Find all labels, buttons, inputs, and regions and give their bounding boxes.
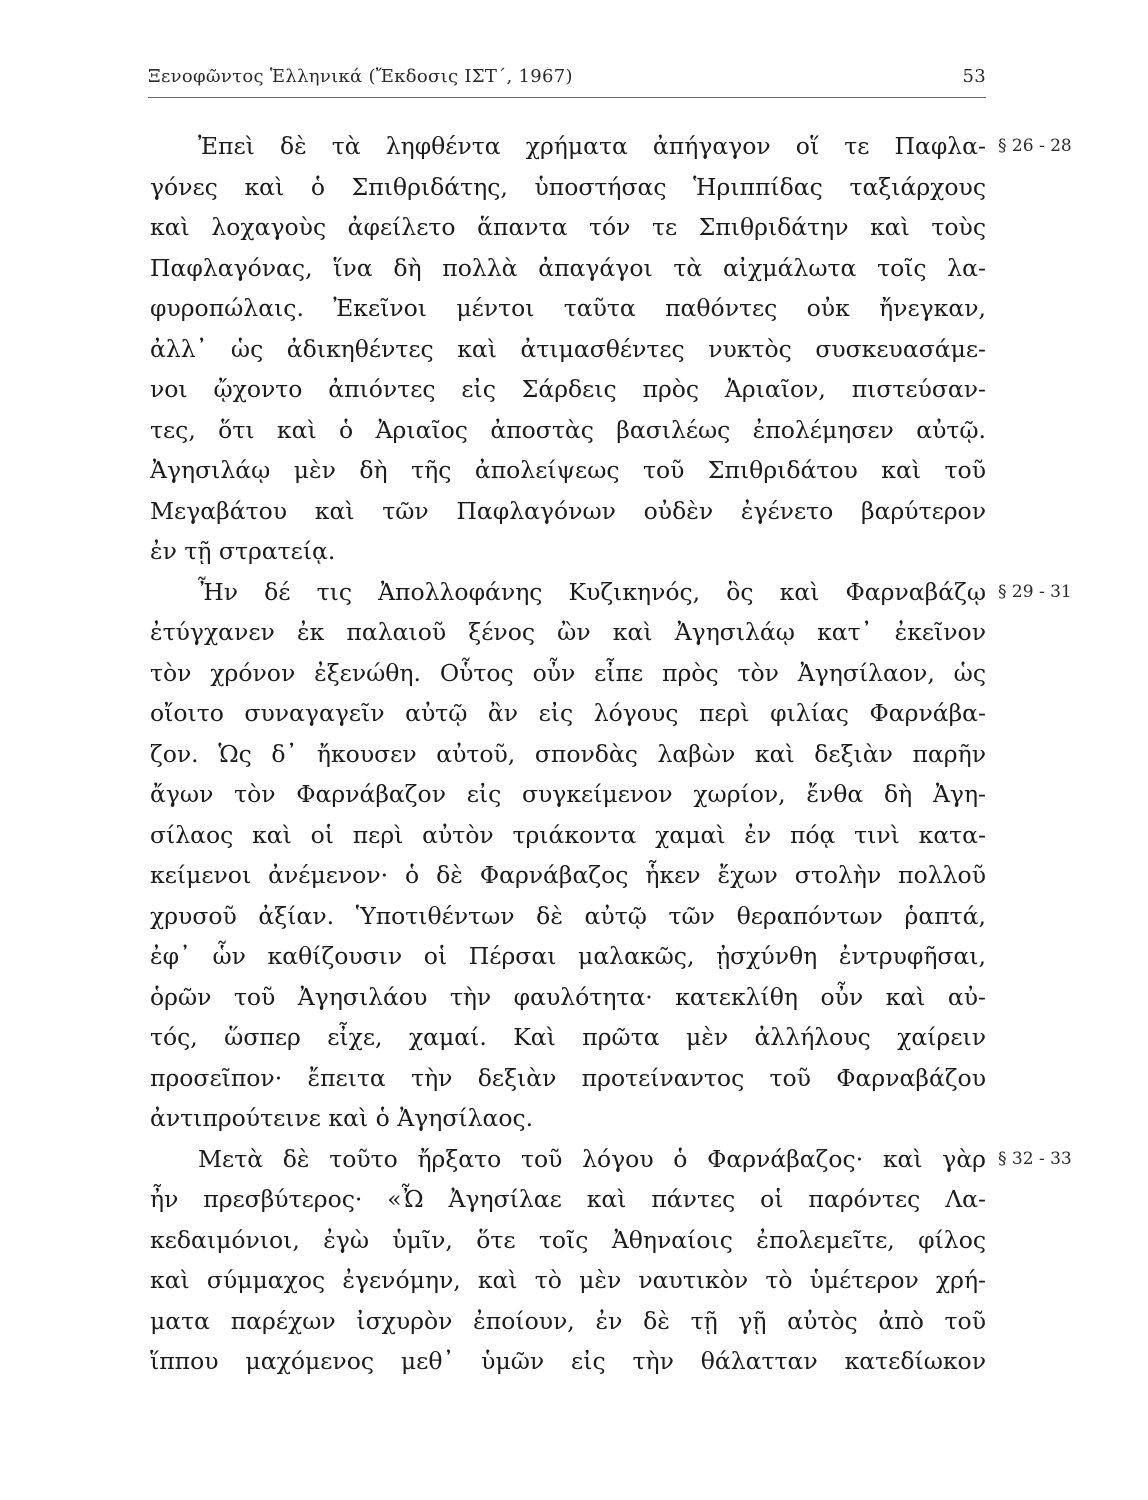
text-line: Ἐπεὶ δὲ τὰ ληφθέντα χρήματα ἀπήγαγον οἵ τε Παφλα- § 26 - 28 [150,126,986,167]
text-line: ἄγων τὸν Φαρνάβαζον εἰς συγκείμενον χωρίον, ἔνθα δὴ Ἀγη- [150,780,986,808]
text-line: Ἦν δέ τις Ἀπολλοφάνης Κυζικηνός, ὃς καὶ Φαρναβάζῳ § 29 - 31 [150,572,986,613]
text-line: ἦν πρεσβύτερος· «Ὦ Ἀγησίλαε καὶ πάντες οἱ παρόντες Λα- [150,1185,986,1213]
text-line: καὶ σύμμαχος ἐγενόμην, καὶ τὸ μὲν ναυτικὸν τὸ ὑμέτερον χρή- [150,1266,986,1294]
text-line: ἀλλ᾽ ὡς ἀδικηθέντες καὶ ἀτιμασθέντες νυκτὸς συσκευασάμε- [150,334,986,363]
text-line: Μετὰ δὲ τοῦτο ἤρξατο τοῦ λόγου ὁ Φαρνάβαζος· καὶ γὰρ § 32 - 33 [150,1139,986,1180]
text-line: χρυσοῦ ἀξίαν. Ὑποτιθέντων δὲ αὐτῷ τῶν θεραπόντων ῥαπτά, [150,901,986,930]
body-text [150,126,1072,1382]
running-header [148,66,986,92]
text-line: τὸν χρόνον ἐξενώθη. Οὗτος οὖν εἶπε πρὸς τὸν Ἀγησίλαον, ὡς [150,658,986,687]
section-margin-note: § 29 - 31 [998,581,1072,602]
text-line: σίλαος καὶ οἱ περὶ αὐτὸν τριάκοντα χαμαὶ ἐν πόᾳ τινὶ κατα- [150,820,986,849]
text-line: νοι ᾤχοντο ἀπιόντες εἰς Σάρδεις πρὸς Ἀριαῖον, πιστεύσαν- [150,375,986,403]
text-line: κεδαιμόνιοι, ἐγὼ ὑμῖν, ὅτε τοῖς Ἀθηναίοις ἐπολεμεῖτε, φίλος [150,1225,986,1254]
text-line: ζον. Ὡς δ᾽ ἤκουσεν αὐτοῦ, σπονδὰς λαβὼν καὶ δεξιὰν παρῆν [150,739,986,768]
text-line: κείμενοι ἀνέμενον· ὁ δὲ Φαρνάβαζος ἧκεν ἔχων στολὴν πολλοῦ [150,861,986,889]
text-line: οἴοιτο συναγαγεῖν αὐτῷ ἂν εἰς λόγους περὶ φιλίας Φαρνάβα- [150,699,986,727]
header-rule [148,97,986,98]
text-line: ἐφ᾽ ὧν καθίζουσιν οἱ Πέρσαι μαλακῶς, ᾐσχύνθη ἐντρυφῆσαι, [150,942,986,970]
text-line: ἐτύγχανεν ἐκ παλαιοῦ ξένος ὢν καὶ Ἀγησιλάῳ κατ᾽ ἐκεῖνον [150,618,986,646]
text-line: Ἀγησιλάῳ μὲν δὴ τῆς ἀπολείψεως τοῦ Σπιθριδάτου καὶ τοῦ [150,456,986,484]
section-margin-note: § 32 - 33 [998,1148,1072,1169]
text-line: ἵππου μαχόμενος μεθ᾽ ὑμῶν εἰς τὴν θάλατταν κατεδίωκον [150,1347,986,1375]
text-line: Μεγαβάτου καὶ τῶν Παφλαγόνων οὐδὲν ἐγένετο βαρύτερον [150,496,986,525]
text-line: Παφλαγόνας, ἵνα δὴ πολλὰ ἀπαγάγοι τὰ αἰχμάλωτα τοῖς λα- [150,253,986,282]
text-line: ὁρῶν τοῦ Ἀγησιλάου τὴν φαυλότητα· κατεκλίθη οὖν καὶ αὐ- [150,982,986,1011]
text-line: ματα παρέχων ἰσχυρὸν ἐποίουν, ἐν δὲ τῇ γῇ αὐτὸς ἀπὸ τοῦ [150,1306,986,1335]
section-margin-note: § 26 - 28 [998,136,1072,156]
page-number: 53 [962,66,986,87]
text-line: τες, ὅτι καὶ ὁ Ἀριαῖος ἀποστὰς βασιλέως ἐπολέμησεν αὐτῷ. [150,415,986,444]
text-line: τός, ὥσπερ εἶχε, χαμαί. Καὶ πρῶτα μὲν ἀλλήλους χαίρειν [150,1023,986,1051]
running-title: Ξενοφῶντος Ἑλληνικά (Ἔκδοσις ΙΣΤ΄, 1967) [148,66,573,87]
text-line: ἐν τῇ στρατείᾳ. [150,537,336,565]
text-line: φυροπώλαις. Ἐκεῖνοι μέντοι ταῦτα παθόντες οὐκ ἤνεγκαν, [150,294,986,322]
text-line: ἀντιπρούτεινε καὶ ὁ Ἀγησίλαος. [150,1104,534,1132]
text-line: προσεῖπον· ἔπειτα τὴν δεξιὰν προτείναντος τοῦ Φαρναβάζου [150,1063,986,1092]
text-line: γόνες καὶ ὁ Σπιθριδάτης, ὑποστήσας Ἡριππίδας ταξιάρχους [150,172,986,201]
text-line: καὶ λοχαγοὺς ἀφείλετο ἅπαντα τόν τε Σπιθριδάτην καὶ τοὺς [150,213,986,241]
